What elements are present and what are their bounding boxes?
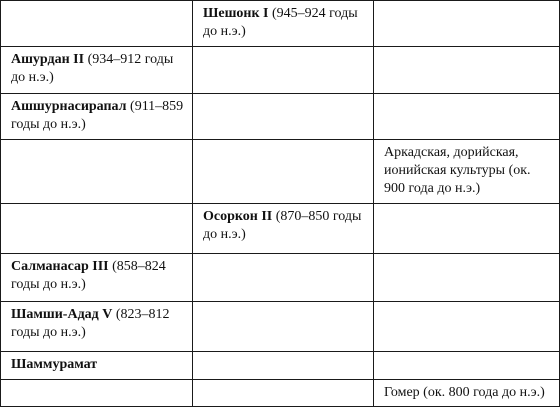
ruler-name: Осоркон II	[203, 209, 273, 224]
ruler-name: Ашурдан II	[11, 52, 85, 67]
table-cell	[374, 254, 560, 302]
table-body	[1, 1, 560, 407]
table-cell	[1, 254, 193, 302]
ruler-name: Шамши-Адад V	[11, 307, 113, 322]
ruler-name: Шешонк I	[203, 6, 269, 21]
table-cell	[1, 1, 193, 47]
table-row	[1, 254, 560, 302]
table-cell	[374, 94, 560, 140]
table-cell	[193, 1, 374, 47]
table-row	[1, 302, 560, 352]
cell-text: (934–912 годы до н.э.)	[11, 52, 174, 85]
cell-text: Гомер (ок. 800 года до н.э.)	[384, 385, 545, 400]
table-row	[1, 140, 560, 204]
table-cell	[193, 302, 374, 352]
table-cell	[374, 47, 560, 94]
table-row	[1, 380, 560, 407]
cell-text: (945–924 годы до н.э.)	[203, 6, 358, 39]
table-row	[1, 1, 560, 47]
table-cell	[193, 254, 374, 302]
table-row	[1, 94, 560, 140]
table-cell	[1, 352, 193, 380]
table-cell	[193, 352, 374, 380]
ruler-name: Ашшурнасирапал	[11, 99, 127, 114]
table-cell	[193, 140, 374, 204]
table-cell	[1, 94, 193, 140]
table-cell	[193, 380, 374, 407]
table-cell	[374, 352, 560, 380]
table-cell	[1, 380, 193, 407]
table-cell	[1, 47, 193, 94]
table-cell	[1, 204, 193, 254]
table-cell	[193, 47, 374, 94]
table-cell	[193, 204, 374, 254]
cell-text: (823–812 годы до н.э.)	[11, 307, 170, 340]
cell-text: (858–824 годы до н.э.)	[11, 259, 166, 292]
table-cell	[193, 94, 374, 140]
cell-text: (911–859 годы до н.э.)	[11, 99, 184, 132]
ruler-name: Салманасар III	[11, 259, 109, 274]
cell-text: (870–850 годы до н.э.)	[203, 209, 362, 242]
table-row	[1, 204, 560, 254]
table-cell	[374, 302, 560, 352]
table-cell	[374, 1, 560, 47]
ruler-name: Шаммурамат	[11, 357, 98, 372]
table-cell	[1, 302, 193, 352]
table-cell	[374, 380, 560, 407]
table-row	[1, 47, 560, 94]
table-cell	[374, 140, 560, 204]
table-cell	[1, 140, 193, 204]
table-row	[1, 352, 560, 380]
cell-text: Аркадская, дорийская, ионийская культуры (ок. 900 года до н.э.)	[384, 145, 531, 196]
table-cell	[374, 204, 560, 254]
